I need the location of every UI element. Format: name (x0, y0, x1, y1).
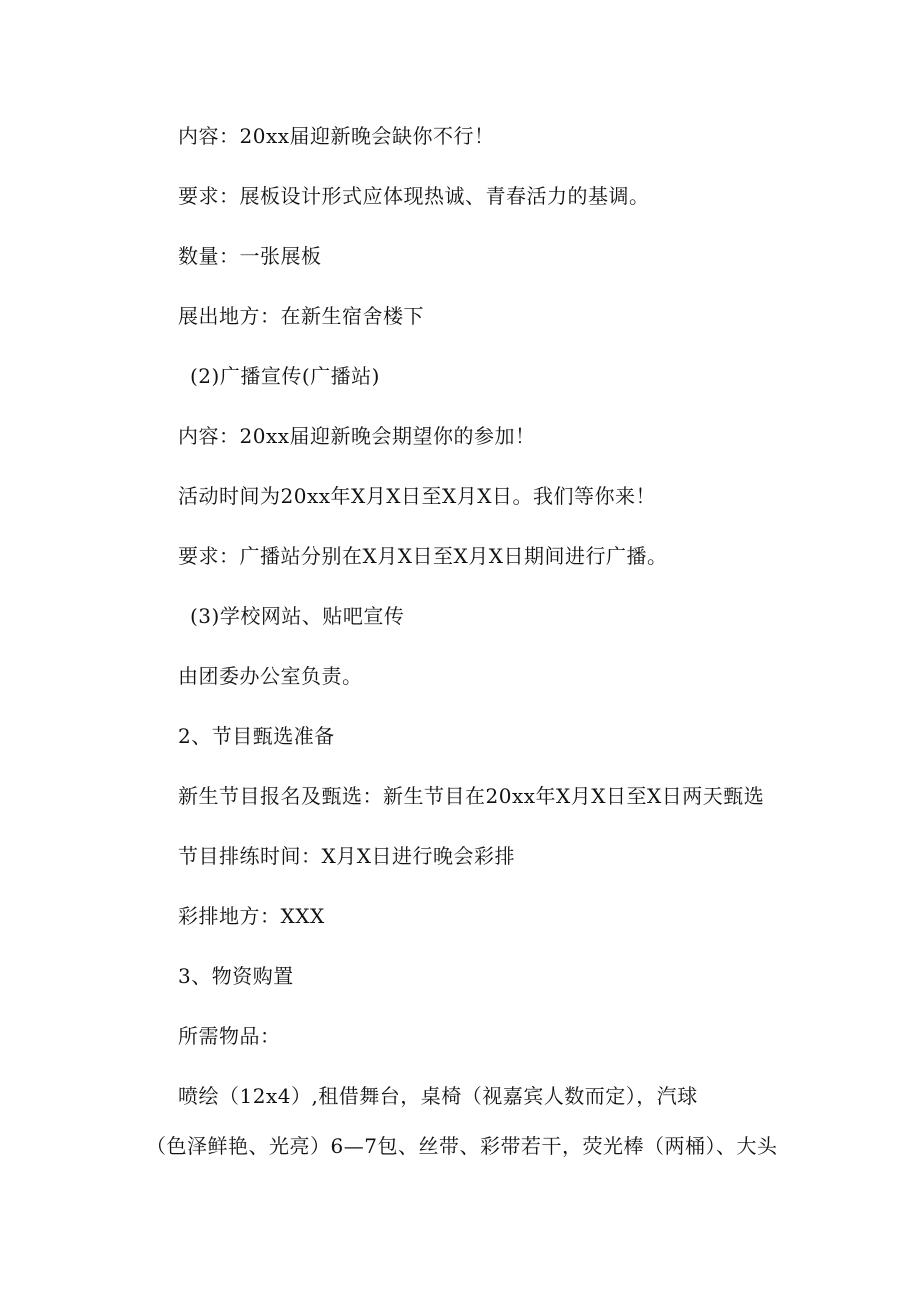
paragraph-poster-location: 展出地方：在新生宿舍楼下 (178, 304, 424, 328)
paragraph-program-signup: 新生节目报名及甄选：新生节目在20xx年X月X日至X日两天甄选 (178, 784, 765, 808)
paragraph-poster-content: 内容：20xx届迎新晚会缺你不行！ (178, 124, 495, 148)
paragraph-broadcast-requirement: 要求：广播站分别在X月X日至X月X日期间进行广播。 (178, 544, 668, 568)
paragraph-rehearsal-time: 节目排练时间：X月X日进行晚会彩排 (178, 844, 515, 868)
paragraph-poster-quantity: 数量：一张展板 (178, 244, 322, 268)
paragraph-responsible: 由团委办公室负责。 (178, 664, 363, 688)
heading-program-selection: 2、节目甄选准备 (178, 724, 335, 748)
heading-broadcast: (2)广播宣传(广播站) (190, 364, 380, 388)
heading-materials: 3、物资购置 (178, 964, 294, 988)
paragraph-activity-time: 活动时间为20xx年X月X日至X月X日。我们等你来！ (178, 484, 656, 508)
paragraph-needed-items: 所需物品： (178, 1024, 281, 1048)
paragraph-broadcast-content: 内容：20xx届迎新晚会期望你的参加！ (178, 424, 536, 448)
paragraph-poster-requirement: 要求：展板设计形式应体现热诚、青春活力的基调。 (178, 184, 650, 208)
paragraph-items-list-2: （色泽鲜艳、光亮）6—7包、丝带、彩带若干，荧光棒（两桶）、大头 (146, 1134, 778, 1158)
paragraph-items-list-1: 喷绘（12x4）,租借舞台，桌椅（视嘉宾人数而定），汽球 (178, 1084, 698, 1108)
heading-website: (3)学校网站、贴吧宣传 (190, 604, 405, 628)
paragraph-rehearsal-location: 彩排地方：XXX (178, 904, 325, 928)
